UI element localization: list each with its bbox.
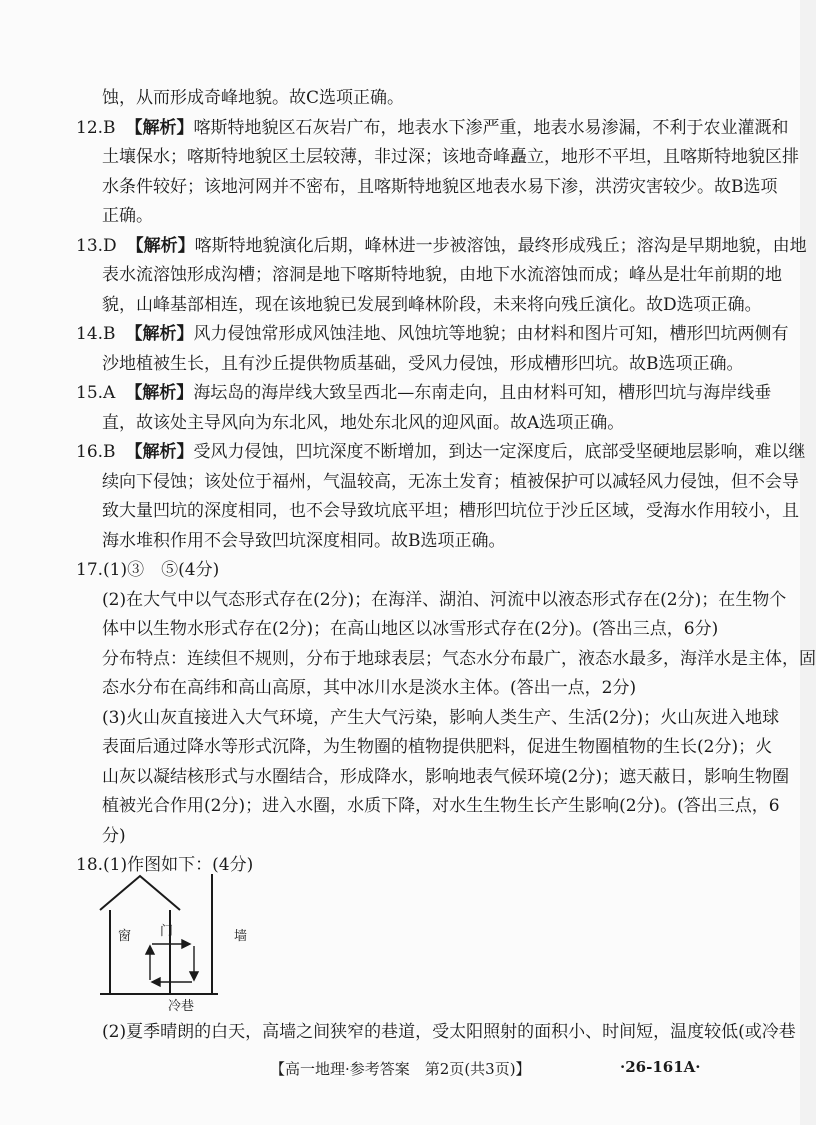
answer-number: 14.B xyxy=(76,324,116,344)
footer-code: ·26-161A· xyxy=(620,1058,701,1076)
answer-text: 海坛岛的海岸线大致呈西北—东南走向，且由材料可知，槽形凹坑与海岸线垂 xyxy=(193,383,772,403)
answer-first-line xyxy=(76,438,806,468)
answer-17-line: 态水分布在高纬和高山高原，其中冰川水是淡水主体。(答出一点，2分) xyxy=(102,678,637,698)
answer-line: 续向下侵蚀；该处位于福州，气温较高，无冻土发育；植被保护可以减轻风力侵蚀，但不会导 xyxy=(102,471,799,492)
answer-17-line: 表面后通过降水等形式沉降，为生物圈的植物提供肥料，促进生物圈植物的生长(2分)；火 xyxy=(102,737,773,757)
answer-17-line: 体中以生物水形式存在(2分)；在高山地区以冰雪形式存在(2分)。(答出三点，6分) xyxy=(102,619,719,639)
answer-item xyxy=(76,379,772,438)
answer-17-line: (3)火山灰直接进入大气环境，产生大气污染，影响人类生产、生活(2分)；火山灰进入地球 xyxy=(102,707,780,728)
answer-first-line xyxy=(76,379,772,409)
answers-block xyxy=(76,84,816,881)
answer-18-number: 18. xyxy=(76,855,104,875)
answer-item xyxy=(76,232,807,321)
answer-18-part2: (2)夏季晴朗的白天，高墙之间狭窄的巷道，受太阳照射的面积小、时间短，温度较低(或冷巷 xyxy=(102,1022,796,1042)
answer-item xyxy=(76,438,806,556)
analysis-tag: 【解析】 xyxy=(125,117,194,138)
answer-line: 海水堆积作用不会导致凹坑深度相同。故B选项正确。 xyxy=(102,530,506,551)
answer-text: 喀斯特地貌区石灰岩广布，地表水下渗严重，地表水易渗漏，不利于农业灌溉和 xyxy=(193,117,789,138)
answer-18-part2-block xyxy=(76,1018,796,1048)
answer-number: 15.A xyxy=(76,383,116,403)
window-label: 窗 xyxy=(118,929,132,944)
answer-line: 直，故该处主导风向为东北风，地处东北风的迎风面。故A选项正确。 xyxy=(102,412,625,433)
answer-item xyxy=(76,114,799,232)
answer-number: 16.B xyxy=(76,442,116,462)
answer-17-line: (2)在大气中以气态形式存在(2分)；在海洋、湖泊、河流中以液态形式存在(2分)；在生物个 xyxy=(102,589,787,610)
cold-alley-diagram xyxy=(96,872,266,1012)
answer-line: 貌，山峰基部相连，现在该地貌已发展到峰林阶段，未来将向残丘演化。故D选项正确。 xyxy=(102,294,762,315)
answer-17 xyxy=(76,556,816,851)
answer-number: 13.D xyxy=(76,235,117,256)
answers-list xyxy=(76,114,807,557)
answer-17-line: 分) xyxy=(102,825,126,846)
analysis-tag: 【解析】 xyxy=(125,383,194,403)
answer-line: 表水流溶蚀形成沟槽；溶洞是地下喀斯特地貌，由地下水流溶蚀而成；峰丛是壮年前期的地 xyxy=(102,265,782,285)
analysis-tag: 【解析】 xyxy=(125,442,194,462)
continuation-line: 蚀，从而形成奇峰地貌。故C选项正确。 xyxy=(102,88,405,108)
page-footer xyxy=(0,1058,800,1082)
answer-line: 正确。 xyxy=(102,206,153,226)
analysis-tag: 【解析】 xyxy=(126,235,195,256)
answer-line: 致大量凹坑的深度相同，也不会导致坑底平坦；槽形凹坑位于沙丘区域，受海水作用较小，且 xyxy=(102,501,799,521)
answer-text: 风力侵蚀常形成风蚀洼地、风蚀坑等地貌；由材料和图片可知，槽形凹坑两侧有 xyxy=(193,324,789,344)
answer-text: 喀斯特地貌演化后期，峰林进一步被溶蚀，最终形成残丘；溶沟是早期地貌，由地 xyxy=(194,235,807,256)
answer-first-line xyxy=(76,114,789,144)
answer-17-line: 分布特点：连续但不规则，分布于地球表层；气态水分布最广，液态水最多，海洋水是主体，固 xyxy=(102,648,816,669)
wall-label: 墙 xyxy=(234,929,248,944)
answer-17-line: 植被光合作用(2分)；进入水圈，水质下降，对水生生物生长产生影响(2分)。(答出三点，6 xyxy=(102,796,780,816)
house-roof xyxy=(100,876,180,910)
answer-17-line: 山灰以凝结核形式与水圈结合，形成降水，影响地表气候环境(2分)；遮天蔽日，影响生物圈 xyxy=(102,766,790,787)
footer-page-info: 【高一地理·参考答案 第2页(共3页)】 xyxy=(270,1060,531,1078)
answer-line: 沙地植被生长，且有沙丘提供物质基础，受风力侵蚀，形成槽形凹坑。故B选项正确。 xyxy=(102,353,744,374)
answer-item xyxy=(76,320,789,379)
answer-17-part1: (1)③ ⑤(4分) xyxy=(103,560,220,580)
answer-line: 水条件较好；该地河网并不密布，且喀斯特地貌区地表水易下渗，洪涝灾害较少。故B选项 xyxy=(102,176,778,197)
answer-number: 12.B xyxy=(76,117,116,138)
answer-18-part1: (1)作图如下：(4分) xyxy=(103,855,254,875)
answer-17-number: 17. xyxy=(76,560,104,580)
analysis-tag: 【解析】 xyxy=(125,324,194,344)
alley-label: 冷巷 xyxy=(168,999,195,1014)
answer-first-line xyxy=(76,320,789,350)
answer-text: 受风力侵蚀，凹坑深度不断增加，到达一定深度后，底部受坚硬地层影响，难以继 xyxy=(193,442,806,462)
answer-17-lines xyxy=(76,586,816,852)
door-label: 门 xyxy=(160,924,174,939)
answer-first-line xyxy=(76,232,807,262)
answer-line: 土壤保水；喀斯特地貌区土层较薄，非过深；该地奇峰矗立，地形不平坦，且喀斯特地貌区排 xyxy=(102,147,799,167)
